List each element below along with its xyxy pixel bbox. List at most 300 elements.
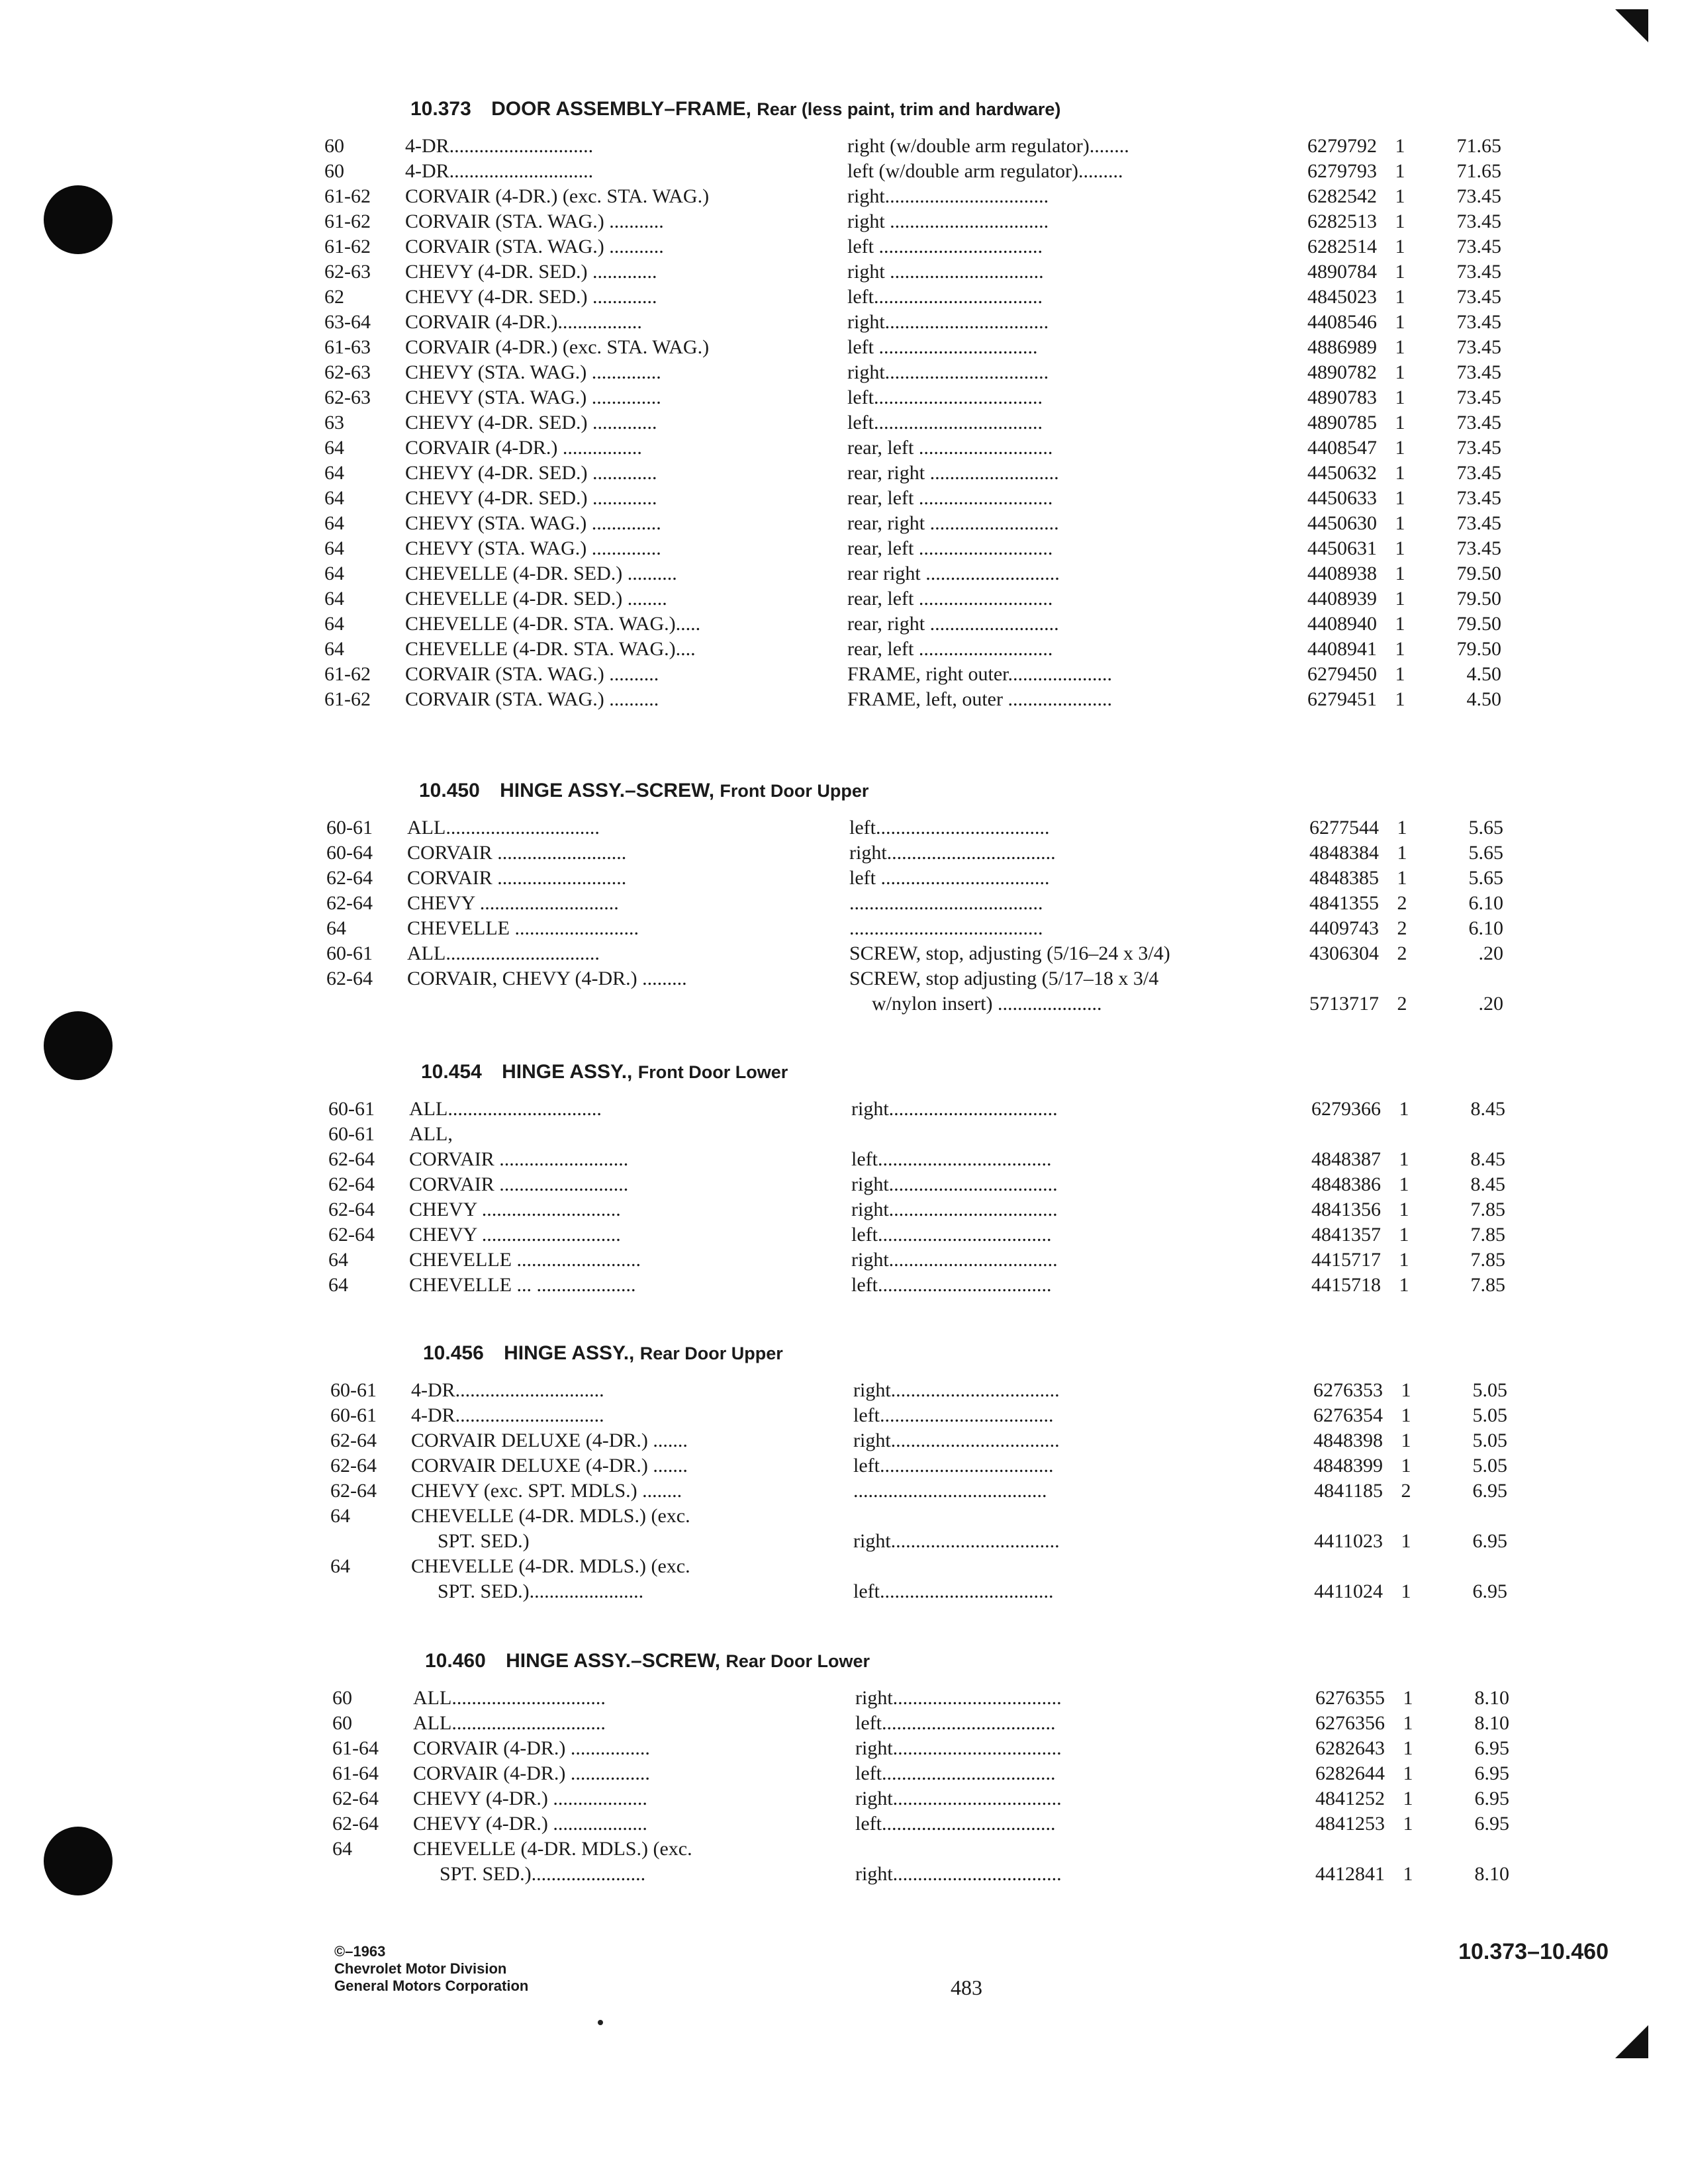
part-description: right..................................	[851, 1098, 1058, 1120]
price: 73.45	[1456, 387, 1501, 408]
model-name: CORVAIR, CHEVY (4-DR.) .........	[407, 968, 687, 989]
part-number: 6276353	[1313, 1379, 1383, 1401]
table-row	[324, 410, 1509, 435]
part-description: rear right ...........................	[847, 563, 1060, 584]
quantity: 1	[1403, 1788, 1413, 1809]
quantity: 1	[1395, 663, 1405, 685]
part-number: 4848387	[1311, 1148, 1381, 1170]
section-title: DOOR ASSEMBLY–FRAME,	[491, 98, 751, 120]
quantity: 1	[1403, 1863, 1413, 1885]
model-year: 64	[328, 1274, 348, 1296]
part-description: FRAME, left, outer .....................	[847, 688, 1112, 710]
part-description: right..................................	[853, 1379, 1060, 1401]
model-year: 64	[324, 462, 344, 484]
table-row	[328, 1097, 1513, 1122]
part-number: 6276356	[1315, 1712, 1385, 1734]
part-description: right ...............................	[847, 261, 1044, 283]
model-year: 62-63	[324, 261, 371, 283]
binder-hole-middle	[44, 1011, 113, 1080]
model-name: CORVAIR (4-DR.) ................	[413, 1737, 650, 1759]
part-number: 6279792	[1307, 135, 1377, 157]
table-row	[324, 159, 1509, 184]
section-subtitle: Rear Door Lower	[726, 1651, 870, 1671]
model-year: 64	[324, 437, 344, 459]
part-description: right..................................	[855, 1788, 1062, 1809]
model-name: CHEVY (4-DR. SED.) .............	[405, 261, 657, 283]
quantity: 1	[1395, 135, 1405, 157]
part-description: right ................................	[847, 210, 1049, 232]
model-name: ALL...............................	[407, 817, 600, 839]
quantity: 1	[1399, 1249, 1409, 1271]
quantity: 1	[1401, 1404, 1411, 1426]
model-year: 62-64	[326, 892, 373, 914]
price: 7.85	[1470, 1199, 1505, 1220]
part-description: left...................................	[851, 1274, 1052, 1296]
table-row	[324, 134, 1509, 159]
part-description: SCREW, stop, adjusting (5/16–24 x 3/4)	[849, 942, 1170, 964]
table-row	[324, 612, 1509, 637]
table-row	[324, 234, 1509, 259]
part-description: left...................................	[853, 1455, 1054, 1477]
model-name: CHEVY (STA. WAG.) ..............	[405, 387, 661, 408]
model-name: CORVAIR (4-DR.) ................	[413, 1762, 650, 1784]
model-name: CORVAIR (4-DR.).................	[405, 311, 642, 333]
catalog-section	[328, 1056, 1513, 1298]
quantity: 1	[1397, 842, 1407, 864]
part-number: 6276354	[1313, 1404, 1383, 1426]
model-name: 4-DR.............................	[405, 135, 594, 157]
table-row	[330, 1453, 1515, 1479]
section-subtitle: Rear (less paint, trim and hardware)	[757, 99, 1061, 119]
model-name: CHEVY (4-DR. SED.) .............	[405, 286, 657, 308]
price: 6.95	[1472, 1530, 1507, 1552]
part-number: 4845023	[1307, 286, 1377, 308]
price: 73.45	[1456, 412, 1501, 433]
quantity: 1	[1395, 613, 1405, 635]
model-name: CHEVELLE (4-DR. SED.) ........	[405, 588, 667, 610]
part-number: 4841356	[1311, 1199, 1381, 1220]
part-description: left...................................	[851, 1224, 1052, 1246]
part-description: right..................................	[853, 1430, 1060, 1451]
table-row	[324, 687, 1509, 712]
model-year: 62-64	[326, 867, 373, 889]
table-row	[330, 1378, 1515, 1403]
model-year: 64	[324, 563, 344, 584]
quantity: 2	[1397, 993, 1407, 1015]
quantity: 1	[1395, 261, 1405, 283]
model-name: ALL...............................	[413, 1712, 606, 1734]
part-description: rear, left ...........................	[847, 437, 1053, 459]
quantity: 1	[1395, 688, 1405, 710]
section-heading	[421, 1056, 1513, 1089]
table-row	[330, 1554, 1515, 1604]
table-row	[328, 1197, 1513, 1222]
part-number: 4890784	[1307, 261, 1377, 283]
part-description: left...................................	[851, 1148, 1052, 1170]
price: 6.95	[1474, 1762, 1509, 1784]
page-number: 483	[951, 1976, 982, 1999]
model-name: 4-DR.............................	[405, 160, 594, 182]
section-title: HINGE ASSY.–SCREW,	[500, 780, 715, 801]
part-description: right.................................	[847, 311, 1049, 333]
model-name: 4-DR..............................	[411, 1404, 604, 1426]
part-number: 6279451	[1307, 688, 1377, 710]
table-row	[324, 662, 1509, 687]
model-year: 64	[324, 613, 344, 635]
quantity: 1	[1395, 311, 1405, 333]
part-number: 6282513	[1307, 210, 1377, 232]
model-year: 60-61	[326, 817, 373, 839]
part-number: 6279793	[1307, 160, 1377, 182]
model-year: 62-63	[324, 361, 371, 383]
part-number: 4306304	[1309, 942, 1379, 964]
part-description: right..................................	[849, 842, 1056, 864]
table-row	[326, 815, 1511, 841]
table-row	[326, 891, 1511, 916]
price: 5.05	[1472, 1404, 1507, 1426]
model-name: CHEVELLE (4-DR. STA. WAG.).....	[405, 613, 701, 635]
section-code: 10.373	[410, 98, 471, 120]
table-row	[324, 385, 1509, 410]
table-row	[324, 486, 1509, 511]
table-row	[332, 1761, 1517, 1786]
model-year: 64	[330, 1505, 350, 1527]
model-name-line2: SPT. SED.).......................	[438, 1580, 644, 1602]
price: 73.45	[1456, 336, 1501, 358]
model-year: 62-64	[332, 1788, 379, 1809]
model-name	[411, 1504, 782, 1554]
copyright: ©–1963	[334, 1943, 386, 1960]
quantity: 2	[1397, 942, 1407, 964]
section-code: 10.460	[425, 1650, 486, 1672]
parts-table	[330, 1378, 1515, 1604]
part-description: left...................................	[853, 1404, 1054, 1426]
table-row	[324, 285, 1509, 310]
model-year: 64	[326, 917, 346, 939]
table-row	[328, 1222, 1513, 1248]
price: 6.95	[1474, 1788, 1509, 1809]
model-name-line1: CHEVELLE (4-DR. MDLS.) (exc.	[411, 1555, 690, 1577]
quantity: 1	[1395, 563, 1405, 584]
model-year: 64	[328, 1249, 348, 1271]
binder-hole-top	[44, 185, 113, 254]
model-name: CORVAIR ..........................	[407, 867, 627, 889]
model-name: CORVAIR (4-DR.) ................	[405, 437, 642, 459]
model-year: 64	[324, 512, 344, 534]
model-year: 62-64	[328, 1199, 375, 1220]
table-row	[332, 1811, 1517, 1837]
table-row	[328, 1273, 1513, 1298]
model-year: 64	[324, 487, 344, 509]
price: 6.95	[1472, 1480, 1507, 1502]
part-number: 4848399	[1313, 1455, 1383, 1477]
model-name: ALL...............................	[413, 1687, 606, 1709]
price: 6.95	[1472, 1580, 1507, 1602]
table-row	[328, 1122, 1513, 1147]
catalog-section	[332, 1645, 1517, 1887]
part-number: 4841357	[1311, 1224, 1381, 1246]
quantity: 1	[1395, 387, 1405, 408]
model-year: 61-62	[324, 185, 371, 207]
part-number: 6282514	[1307, 236, 1377, 257]
price: 6.10	[1468, 892, 1503, 914]
table-row	[330, 1504, 1515, 1554]
model-year: 60	[332, 1687, 352, 1709]
part-description: rear, left ...........................	[847, 638, 1053, 660]
model-name: CORVAIR (4-DR.) (exc. STA. WAG.)	[405, 336, 710, 358]
price: 73.45	[1456, 236, 1501, 257]
quantity: 1	[1395, 412, 1405, 433]
quantity: 1	[1399, 1274, 1409, 1296]
price: 73.45	[1456, 512, 1501, 534]
price: 73.45	[1456, 311, 1501, 333]
model-name: CHEVY ............................	[409, 1224, 621, 1246]
price: 73.45	[1456, 437, 1501, 459]
table-row	[332, 1686, 1517, 1711]
quantity: 1	[1397, 867, 1407, 889]
corner-mark-bottom-right	[1615, 2025, 1648, 2058]
model-year: 60	[324, 160, 344, 182]
model-year: 62	[324, 286, 344, 308]
model-name: CHEVELLE .........................	[407, 917, 639, 939]
quantity: 1	[1401, 1430, 1411, 1451]
part-description: right..................................	[855, 1687, 1062, 1709]
price: 73.45	[1456, 462, 1501, 484]
part-description: left...................................	[855, 1813, 1056, 1835]
part-number: 6282644	[1315, 1762, 1385, 1784]
model-year: 61-63	[324, 336, 371, 358]
model-year: 60-61	[328, 1123, 375, 1145]
quantity: 1	[1395, 487, 1405, 509]
price: 73.45	[1456, 185, 1501, 207]
price: 8.45	[1470, 1098, 1505, 1120]
model-year: 60	[332, 1712, 352, 1734]
part-description: rear, right ..........................	[847, 462, 1059, 484]
price: 7.85	[1470, 1224, 1505, 1246]
model-year: 63	[324, 412, 344, 433]
footer-publisher	[334, 1943, 528, 1995]
model-year: 61-64	[332, 1762, 379, 1784]
model-year: 60-61	[326, 942, 373, 964]
price: .20	[1478, 993, 1503, 1015]
part-number: 4841355	[1309, 892, 1379, 914]
part-number: 4886989	[1307, 336, 1377, 358]
part-number: 6276355	[1315, 1687, 1385, 1709]
section-code: 10.454	[421, 1061, 482, 1083]
model-name: CHEVY (4-DR. SED.) .............	[405, 462, 657, 484]
part-description: right.................................	[847, 361, 1049, 383]
quantity: 1	[1403, 1737, 1413, 1759]
model-name: CORVAIR ..........................	[407, 842, 627, 864]
part-description: right.................................	[847, 185, 1049, 207]
part-number: 4412841	[1315, 1863, 1385, 1885]
quantity: 2	[1401, 1480, 1411, 1502]
part-description: left..................................	[847, 387, 1043, 408]
quantity: 1	[1403, 1712, 1413, 1734]
table-row	[324, 184, 1509, 209]
part-number: 4408546	[1307, 311, 1377, 333]
table-row	[326, 866, 1511, 891]
parts-table	[324, 134, 1509, 712]
price: 73.45	[1456, 537, 1501, 559]
table-row	[324, 435, 1509, 461]
part-number: 4408941	[1307, 638, 1377, 660]
quantity: 1	[1395, 160, 1405, 182]
quantity: 1	[1395, 286, 1405, 308]
table-row	[330, 1479, 1515, 1504]
table-row	[324, 209, 1509, 234]
model-name: CHEVY ............................	[407, 892, 619, 914]
section-range: 10.373–10.460	[1458, 1939, 1609, 1964]
model-name: CORVAIR DELUXE (4-DR.) .......	[411, 1430, 688, 1451]
table-row	[326, 966, 1511, 1017]
price: 5.05	[1472, 1379, 1507, 1401]
model-name: CORVAIR ..........................	[409, 1173, 629, 1195]
quantity: 1	[1403, 1762, 1413, 1784]
price: 5.65	[1468, 867, 1503, 889]
price: 79.50	[1456, 638, 1501, 660]
part-number: 4415717	[1311, 1249, 1381, 1271]
model-year: 64	[324, 588, 344, 610]
model-year: 60	[324, 135, 344, 157]
model-name: ALL...............................	[409, 1098, 602, 1120]
parts-table	[328, 1097, 1513, 1298]
quantity: 1	[1395, 210, 1405, 232]
price: 5.65	[1468, 842, 1503, 864]
model-year: 60-61	[330, 1379, 377, 1401]
model-name: ALL,	[409, 1123, 453, 1145]
model-name: CORVAIR (STA. WAG.) ..........	[405, 663, 659, 685]
price: 7.85	[1470, 1274, 1505, 1296]
quantity: 1	[1395, 236, 1405, 257]
part-number: 4409743	[1309, 917, 1379, 939]
quantity: 1	[1395, 185, 1405, 207]
model-name-line2: SPT. SED.)	[438, 1530, 530, 1552]
section-title: HINGE ASSY.,	[504, 1342, 635, 1364]
table-row	[326, 916, 1511, 941]
model-name-line1: CHEVELLE (4-DR. MDLS.) (exc.	[411, 1505, 690, 1527]
model-year: 64	[324, 537, 344, 559]
model-name: CHEVY (4-DR. SED.) .............	[405, 487, 657, 509]
model-name	[411, 1554, 782, 1604]
model-name: CORVAIR (STA. WAG.) ...........	[405, 236, 664, 257]
model-year: 60-61	[328, 1098, 375, 1120]
model-name: CORVAIR (STA. WAG.) ..........	[405, 688, 659, 710]
quantity: 1	[1395, 512, 1405, 534]
part-description: left ................................	[847, 336, 1038, 358]
catalog-section	[326, 774, 1511, 1017]
part-description: left...................................	[855, 1762, 1056, 1784]
model-name: CHEVY (exc. SPT. MDLS.) ........	[411, 1480, 682, 1502]
model-name: CHEVELLE ... ....................	[409, 1274, 636, 1296]
table-row	[324, 637, 1509, 662]
table-row	[324, 259, 1509, 285]
quantity: 2	[1397, 917, 1407, 939]
price: 79.50	[1456, 588, 1501, 610]
model-year: 61-64	[332, 1737, 379, 1759]
model-name: CHEVY (STA. WAG.) ..............	[405, 537, 661, 559]
price: 79.50	[1456, 613, 1501, 635]
model-year: 64	[332, 1838, 352, 1860]
price: 73.45	[1456, 210, 1501, 232]
table-row	[332, 1837, 1517, 1887]
part-number: 4408547	[1307, 437, 1377, 459]
part-number: 4890785	[1307, 412, 1377, 433]
part-description: left...................................	[855, 1712, 1056, 1734]
model-name: CORVAIR ..........................	[409, 1148, 629, 1170]
part-number: 4411024	[1314, 1580, 1383, 1602]
part-number: 4450632	[1307, 462, 1377, 484]
section-code: 10.456	[423, 1342, 484, 1364]
part-number: 4841252	[1315, 1788, 1385, 1809]
parts-table	[332, 1686, 1517, 1887]
part-description: .......................................	[849, 917, 1043, 939]
part-number: 4450631	[1307, 537, 1377, 559]
price: 8.10	[1474, 1687, 1509, 1709]
table-row	[326, 941, 1511, 966]
model-year: 62-64	[332, 1813, 379, 1835]
quantity: 1	[1399, 1224, 1409, 1246]
model-year: 64	[324, 638, 344, 660]
part-description: right..................................	[851, 1173, 1058, 1195]
corner-mark-top-right	[1615, 9, 1648, 42]
part-number: 4848398	[1313, 1430, 1383, 1451]
quantity: 1	[1401, 1455, 1411, 1477]
table-row	[328, 1147, 1513, 1172]
part-description: right..................................	[855, 1737, 1062, 1759]
quantity: 2	[1397, 892, 1407, 914]
price: 8.10	[1474, 1863, 1509, 1885]
quantity: 1	[1397, 817, 1407, 839]
parts-table	[326, 815, 1511, 1017]
part-description: .......................................	[849, 892, 1043, 914]
price: 8.45	[1470, 1173, 1505, 1195]
model-name: CHEVELLE .........................	[409, 1249, 641, 1271]
model-year: 62-64	[328, 1173, 375, 1195]
part-number: 6282542	[1307, 185, 1377, 207]
price: 73.45	[1456, 261, 1501, 283]
price: 8.10	[1474, 1712, 1509, 1734]
part-description: right..................................	[853, 1530, 1060, 1552]
part-number: 4450633	[1307, 487, 1377, 509]
price: 6.95	[1474, 1813, 1509, 1835]
part-number: 4408940	[1307, 613, 1377, 635]
price: 71.65	[1456, 135, 1501, 157]
model-name: CHEVY ............................	[409, 1199, 621, 1220]
section-code: 10.450	[419, 780, 480, 801]
quantity: 1	[1401, 1530, 1411, 1552]
price: 6.10	[1468, 917, 1503, 939]
model-year: 60-64	[326, 842, 373, 864]
quantity: 1	[1395, 361, 1405, 383]
model-name: ALL...............................	[407, 942, 600, 964]
price: 5.05	[1472, 1455, 1507, 1477]
price: 79.50	[1456, 563, 1501, 584]
table-row	[324, 536, 1509, 561]
price: 8.45	[1470, 1148, 1505, 1170]
table-row	[330, 1428, 1515, 1453]
table-row	[324, 360, 1509, 385]
model-name: CORVAIR (STA. WAG.) ...........	[405, 210, 664, 232]
part-description: FRAME, right outer.....................	[847, 663, 1113, 685]
section-title: HINGE ASSY.,	[502, 1061, 633, 1083]
model-name: CHEVY (STA. WAG.) ..............	[405, 361, 661, 383]
model-year: 62-64	[326, 968, 373, 989]
model-name: CHEVY (4-DR.) ...................	[413, 1813, 647, 1835]
part-description: left ..................................	[849, 867, 1050, 889]
part-number: 4841253	[1315, 1813, 1385, 1835]
quantity: 1	[1395, 638, 1405, 660]
